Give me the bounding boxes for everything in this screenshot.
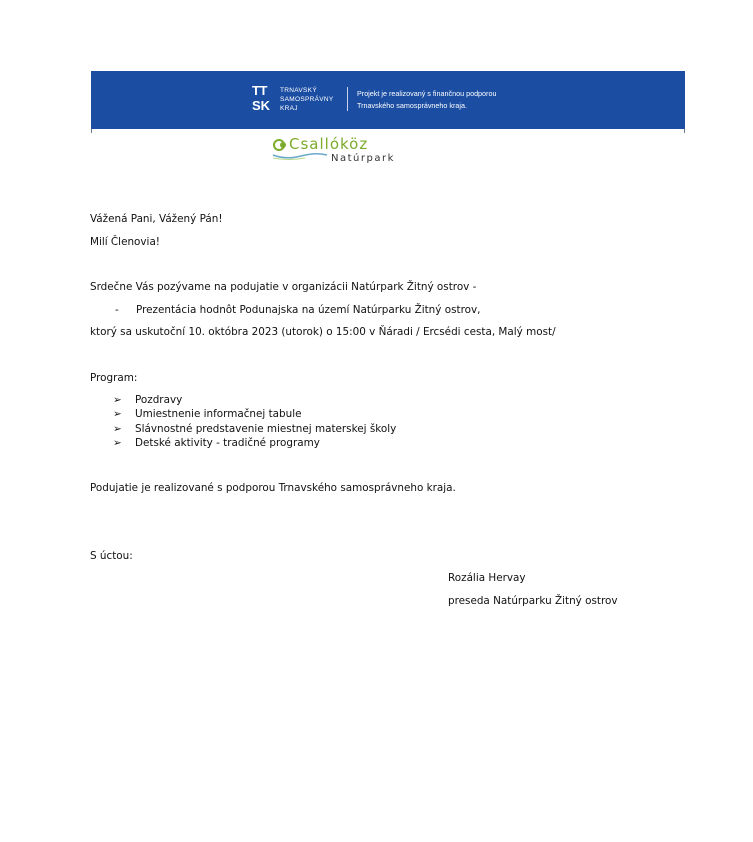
dash-bullet: - <box>115 304 119 316</box>
arrowhead-bullet-icon: ➢ <box>113 437 122 449</box>
banner-edge-left <box>91 129 92 133</box>
ttsk-logo-mark <box>252 84 276 114</box>
program-item <box>113 437 320 450</box>
ttsk-logo-bottom: SK <box>252 98 271 113</box>
arrowhead-bullet-icon: ➢ <box>113 423 122 435</box>
banner-support-text <box>357 88 496 112</box>
event-item-text: Prezentácia hodnôt Podunajska na území Natúrparku Žitný ostrov, <box>136 304 481 316</box>
program-item <box>113 408 302 421</box>
salutation: Vážená Pani, Vážený Pán! <box>90 213 223 225</box>
closing: S úctou: <box>90 550 133 562</box>
ttsk-org-name <box>280 86 334 113</box>
naturpark-logo <box>271 136 451 166</box>
arrowhead-bullet-icon: ➢ <box>113 394 122 406</box>
logo-subtitle: Natúrpark <box>331 153 395 164</box>
event-item <box>115 304 480 317</box>
event-details: ktorý sa uskutoční 10. októbra 2023 (utorok) o 15:00 v Ňáradi / Ercsédi cesta, Malý most/ <box>90 326 556 338</box>
program-item <box>113 394 182 407</box>
banner-divider <box>347 87 348 111</box>
support-note: Podujatie je realizované s podporou Trnavského samosprávneho kraja. <box>90 482 456 494</box>
signatory-name: Rozália Hervay <box>448 572 526 584</box>
support-line: Projekt je realizovaný s finančnou podporou <box>357 89 497 98</box>
leaf-icon <box>273 138 289 152</box>
invitation-text: Srdečne Vás pozývame na podujatie v organizácii Natúrpark Žitný ostrov - <box>90 281 477 293</box>
banner-edge-right <box>684 129 685 133</box>
program-heading: Program: <box>90 372 138 384</box>
program-item-text: Pozdravy <box>135 394 183 406</box>
program-item <box>113 423 396 436</box>
greeting: Milí Členovia! <box>90 236 160 248</box>
program-item-text: Slávnostné predstavenie miestnej materskej školy <box>135 423 397 435</box>
support-line: Trnavského samosprávneho kraja. <box>357 101 467 110</box>
logo-title: Csallóköz <box>289 135 369 153</box>
org-name-line: SAMOSPRÁVNY <box>280 96 334 103</box>
org-name-line: TRNAVSKÝ <box>280 87 317 94</box>
program-item-text: Detské aktivity - tradičné programy <box>135 437 320 449</box>
signatory-title: preseda Natúrparku Žitný ostrov <box>448 595 618 607</box>
arrowhead-bullet-icon: ➢ <box>113 408 122 420</box>
program-item-text: Umiestnenie informačnej tabule <box>135 408 302 420</box>
ttsk-logo-top: TT <box>252 83 267 98</box>
org-name-line: KRAJ <box>280 105 298 112</box>
